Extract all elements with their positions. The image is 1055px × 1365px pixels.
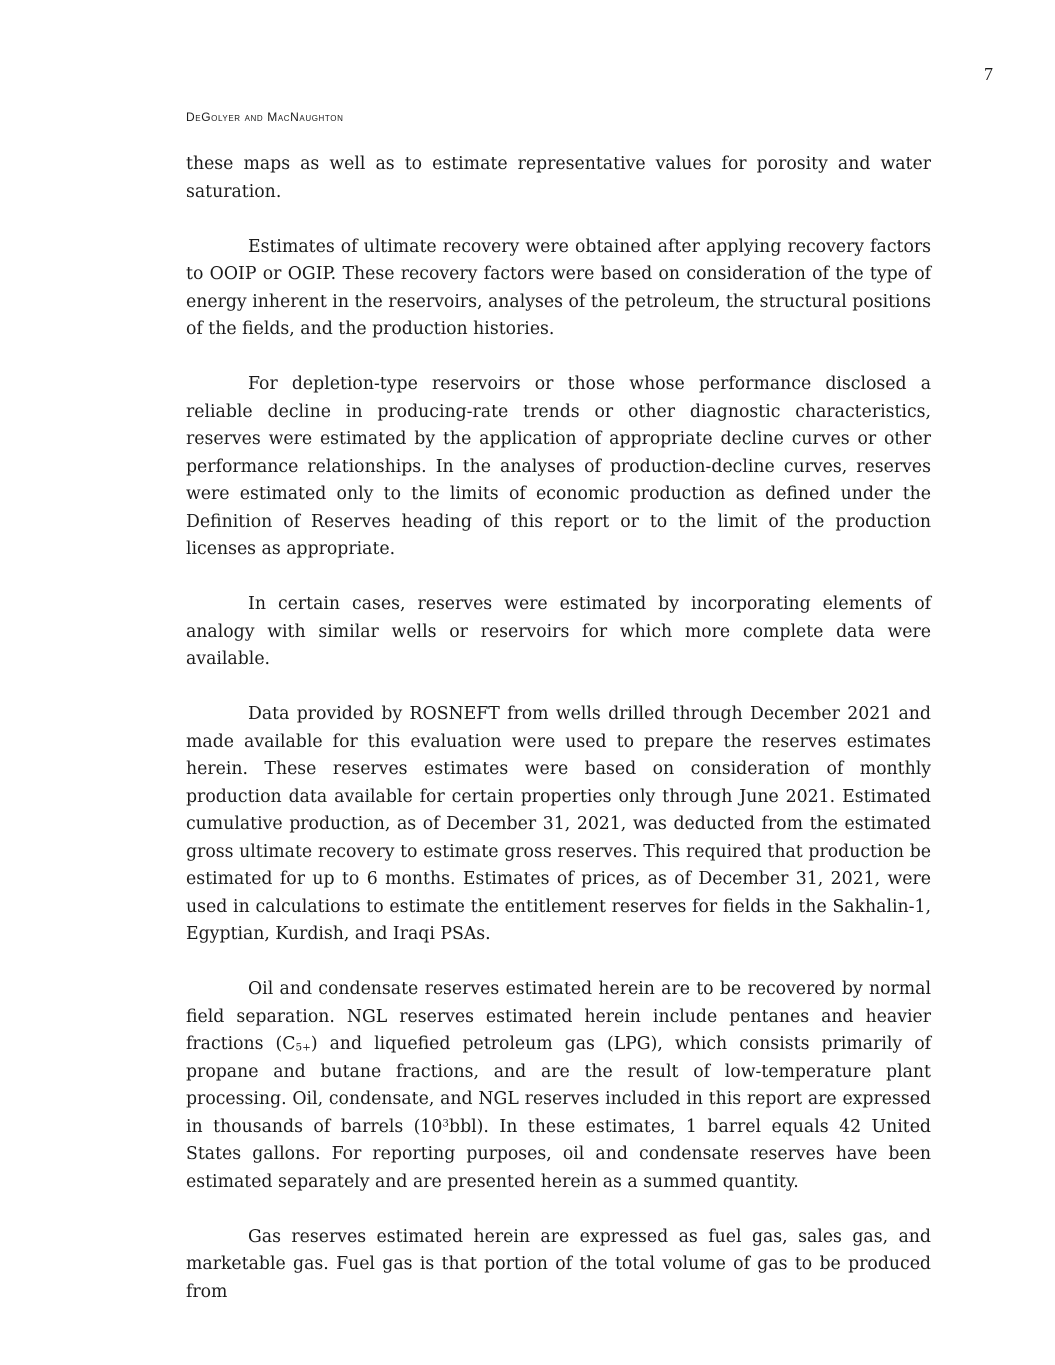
paragraph-decline-curves: For depletion-type reservoirs or those whose performance disclosed a reliable decline in producing-rate trends or other diagnostic characteristics, reserves were estimated by the application of appropriate decline curves or other performance relationships. In the analyses of production-decline curves, reserves were estimated only to the limits of economic production as defined under the Definition of Reserves heading of this report or to the limit of the production licenses as appropriate. [186,374,931,559]
c5-subscript: 5+ [295,1041,311,1054]
paragraph-recovery-factors: Estimates of ultimate recovery were obtained after applying recovery factors to OOIP or OGIP. These recovery factors were based on consideration of the type of energy inherent in the reservoirs, analyses of the petroleum, the structural positions of the fields, and the production histories. [186,236,931,339]
exponent-superscript: 3 [442,1116,450,1129]
paragraph-data-provided: Data provided by ROSNEFT from wells drilled through December 2021 and made available for this evaluation were used to prepare the reserves estimates herein. These reserves estimates were based on consideration of monthly production data available for certain properties only through June 2021. Estimated cumulative production, as of December 31, 2021, was deducted from the estimated gross ultimate recovery to estimate gross reserves. This required that production be estimated for up to 6 months. Estimates of prices, as of December 31, 2021, were used in calculations to estimate the entitlement reserves for fields in the Sakhalin-1, Egyptian, Kurdish, and Iraqi PSAs. [186,704,931,944]
paragraph-oil-text-1: Oil and condensate reserves estimated herein are to be recovered by normal field separation. NGL reserves estimated herein include pentanes and heavier fractions (C [186,979,931,1054]
paragraph-oil-text-3: bbl). In these estimates, 1 barrel equals 42 United States gallons. For reporting purposes, oil and condensate reserves have been estimated separately and are presented herein as a summed quantity. [186,1116,931,1192]
paragraph-analogy: In certain cases, reserves were estimated by incorporating elements of analogy with similar wells or reservoirs for which more complete data were available. [186,594,931,669]
firm-header: DeGolyer and MacNaughton [186,110,344,124]
paragraph-continuation: these maps as well as to estimate representative values for porosity and water saturation. [186,154,931,202]
body-text [186,151,931,1334]
paragraph-gas-reserves: Gas reserves estimated herein are expressed as fuel gas, sales gas, and marketable gas. Fuel gas is that portion of the total volume of gas to be produced from [186,1226,931,1302]
paragraph-oil-text-2: ) and liquefied petroleum gas (LPG), which consists primarily of propane and butane fractions, and are the result of low-temperature plant processing. Oil, condensate, and NGL reserves included in this report are expressed in thousands of barrels (10 [186,1034,931,1137]
page-number: 7 [984,64,993,84]
paragraph-oil-condensate [186,976,931,1196]
